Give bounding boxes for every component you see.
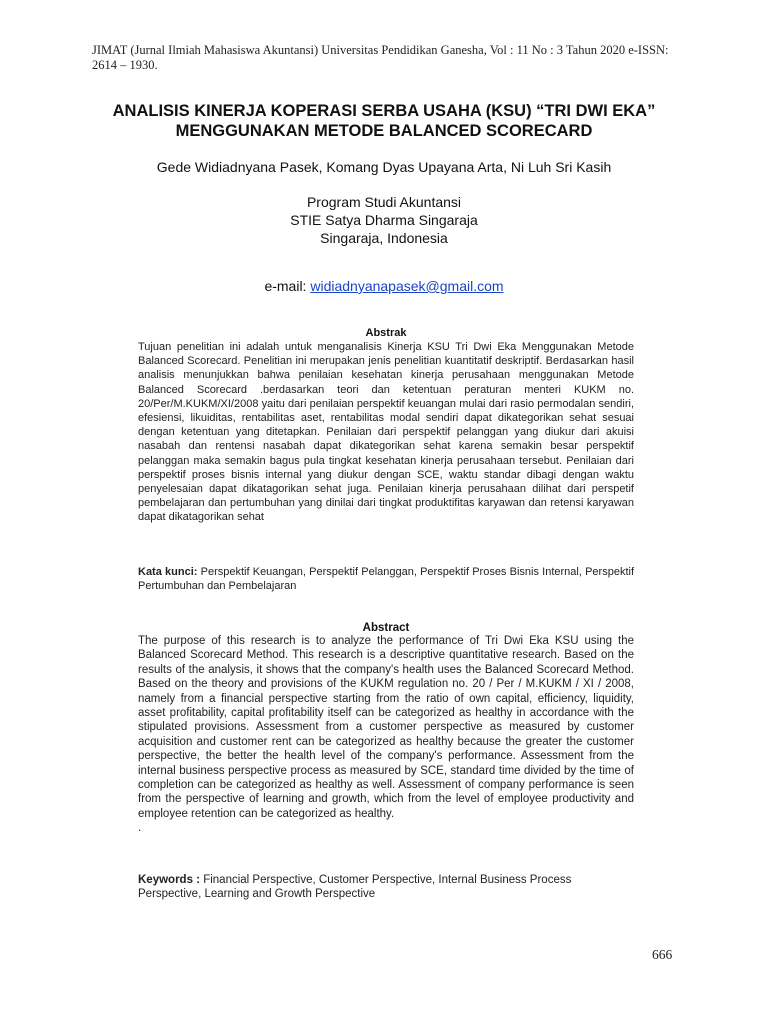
abstrak-heading: Abstrak: [365, 327, 407, 339]
abstract-text: The purpose of this research is to analyze the performance of Tri Dwi Eka KSU using the Balanced Scorecard Method. This research is a descriptive quantitative research. Based on the results of the analysis, it shows that the company's health uses the Balanced Scorecard Method. Based on the theory and provisions of the KUKM regulation no. 20 / Per / M.KUKM / XI / 2008, namely from a financial perspective starting from the ratio of own capital, efficiency, liquidity, asset profitability, capital profitability itself can be categorized as healthy in accordance with the stipulated provisions. Assessment from a customer perspective as measured by customer acquisition and customer rent can be categorized as healthy because the greater the customer perspective, the better the health level of the company's performance. Assessment from the internal business perspective process as measured by SCE, standard time divided by the time of completion can be categorized as healthy as well. Assessment of company performance is seen from the perspective of learning and growth, which from the level of employee productivity and employee retention can be categorized as healthy.: [138, 635, 634, 820]
email-link[interactable]: widiadnyanapasek@gmail.com: [310, 278, 504, 294]
affiliation: [80, 193, 688, 247]
abstrak-body: Tujuan penelitian ini adalah untuk menganalisis Kinerja KSU Tri Dwi Eka Menggunakan Metode Balanced Scorecard. Penelitian ini merupakan jenis penelitian kuantitatif deskriptif. Berdasarkan hasil analisis menunjukkan bahwa penilaian kesehatan kinerja perusahaan menggunakan Metode Balanced Scorecard .berdasarkan teori dan ketentuan peraturan menteri KUKM no. 20/Per/M.KUKM/XI/2008 yaitu dari penilaian perspektif keuangan mulai dari rasio permodalan sendiri, efesiensi, likuiditas, rentabilitas aset, rentabilitas modal sendiri dapat dikategorikan sehat sesuai dengan ketentuan yang ditetapkan. Penilaian dari perspektif pelanggan yang diukur dari akuisi nasabah dan rentensi nasabah dapat dikategorikan sehat karena semakin besar perspektif pelanggan maka semakin bagus pula tingkat kesehatan kinerja perusahaan tersebut. Penilaian dari perspektif proses bisnis internal yang diukur dengan SCE, waktu standar dibagi dengan waktu penyelesaian dapat dikatagorikan sehat juga. Penilaian kinerja perusahaan dilihat dari perspetif pembelajaran dan pertumbuhan yang dinilai dari tingkat produktifitas karyawan dan retensi karyawan dapat dikatagorikan sehat: [138, 341, 634, 524]
affiliation-program: Program Studi Akuntansi: [306, 194, 462, 210]
kata-kunci: [138, 565, 634, 593]
abstract-heading: Abstract: [362, 622, 410, 634]
kata-kunci-text: Perspektif Keuangan, Perspektif Pelanggan, Perspektif Proses Bisnis Internal, Perspektif Pertumbuhan dan Pembelajaran: [138, 566, 635, 593]
keywords-label: Keywords :: [138, 874, 200, 886]
journal-header: JIMAT (Jurnal Ilmiah Mahasiswa Akuntansi) Universitas Pendidikan Ganesha, Vol : 11 No : 3 Tahun 2020 e-ISSN: 2614 – 1930.: [92, 43, 669, 72]
paper-title: ANALISIS KINERJA KOPERASI SERBA USAHA (KSU) “TRI DWI EKA” MENGGUNAKAN METODE BALANCED SCORECARD: [112, 102, 656, 140]
kata-kunci-label: Kata kunci:: [138, 566, 198, 578]
contact-email: [80, 277, 688, 295]
email-label: e-mail:: [264, 278, 311, 294]
author-list: Gede Widiadnyana Pasek, Komang Dyas Upayana Arta, Ni Luh Sri Kasih: [156, 159, 612, 175]
keywords-text: Financial Perspective, Customer Perspective, Internal Business Process Perspective, Learning and Growth Perspective: [138, 874, 572, 901]
abstract-trailing-dot: .: [138, 822, 142, 835]
affiliation-institution: STIE Satya Dharma Singaraja: [290, 212, 478, 228]
keywords: [138, 873, 634, 902]
page-number: 666: [652, 947, 673, 962]
affiliation-location: Singaraja, Indonesia: [320, 230, 448, 246]
abstract-body: [138, 634, 634, 836]
